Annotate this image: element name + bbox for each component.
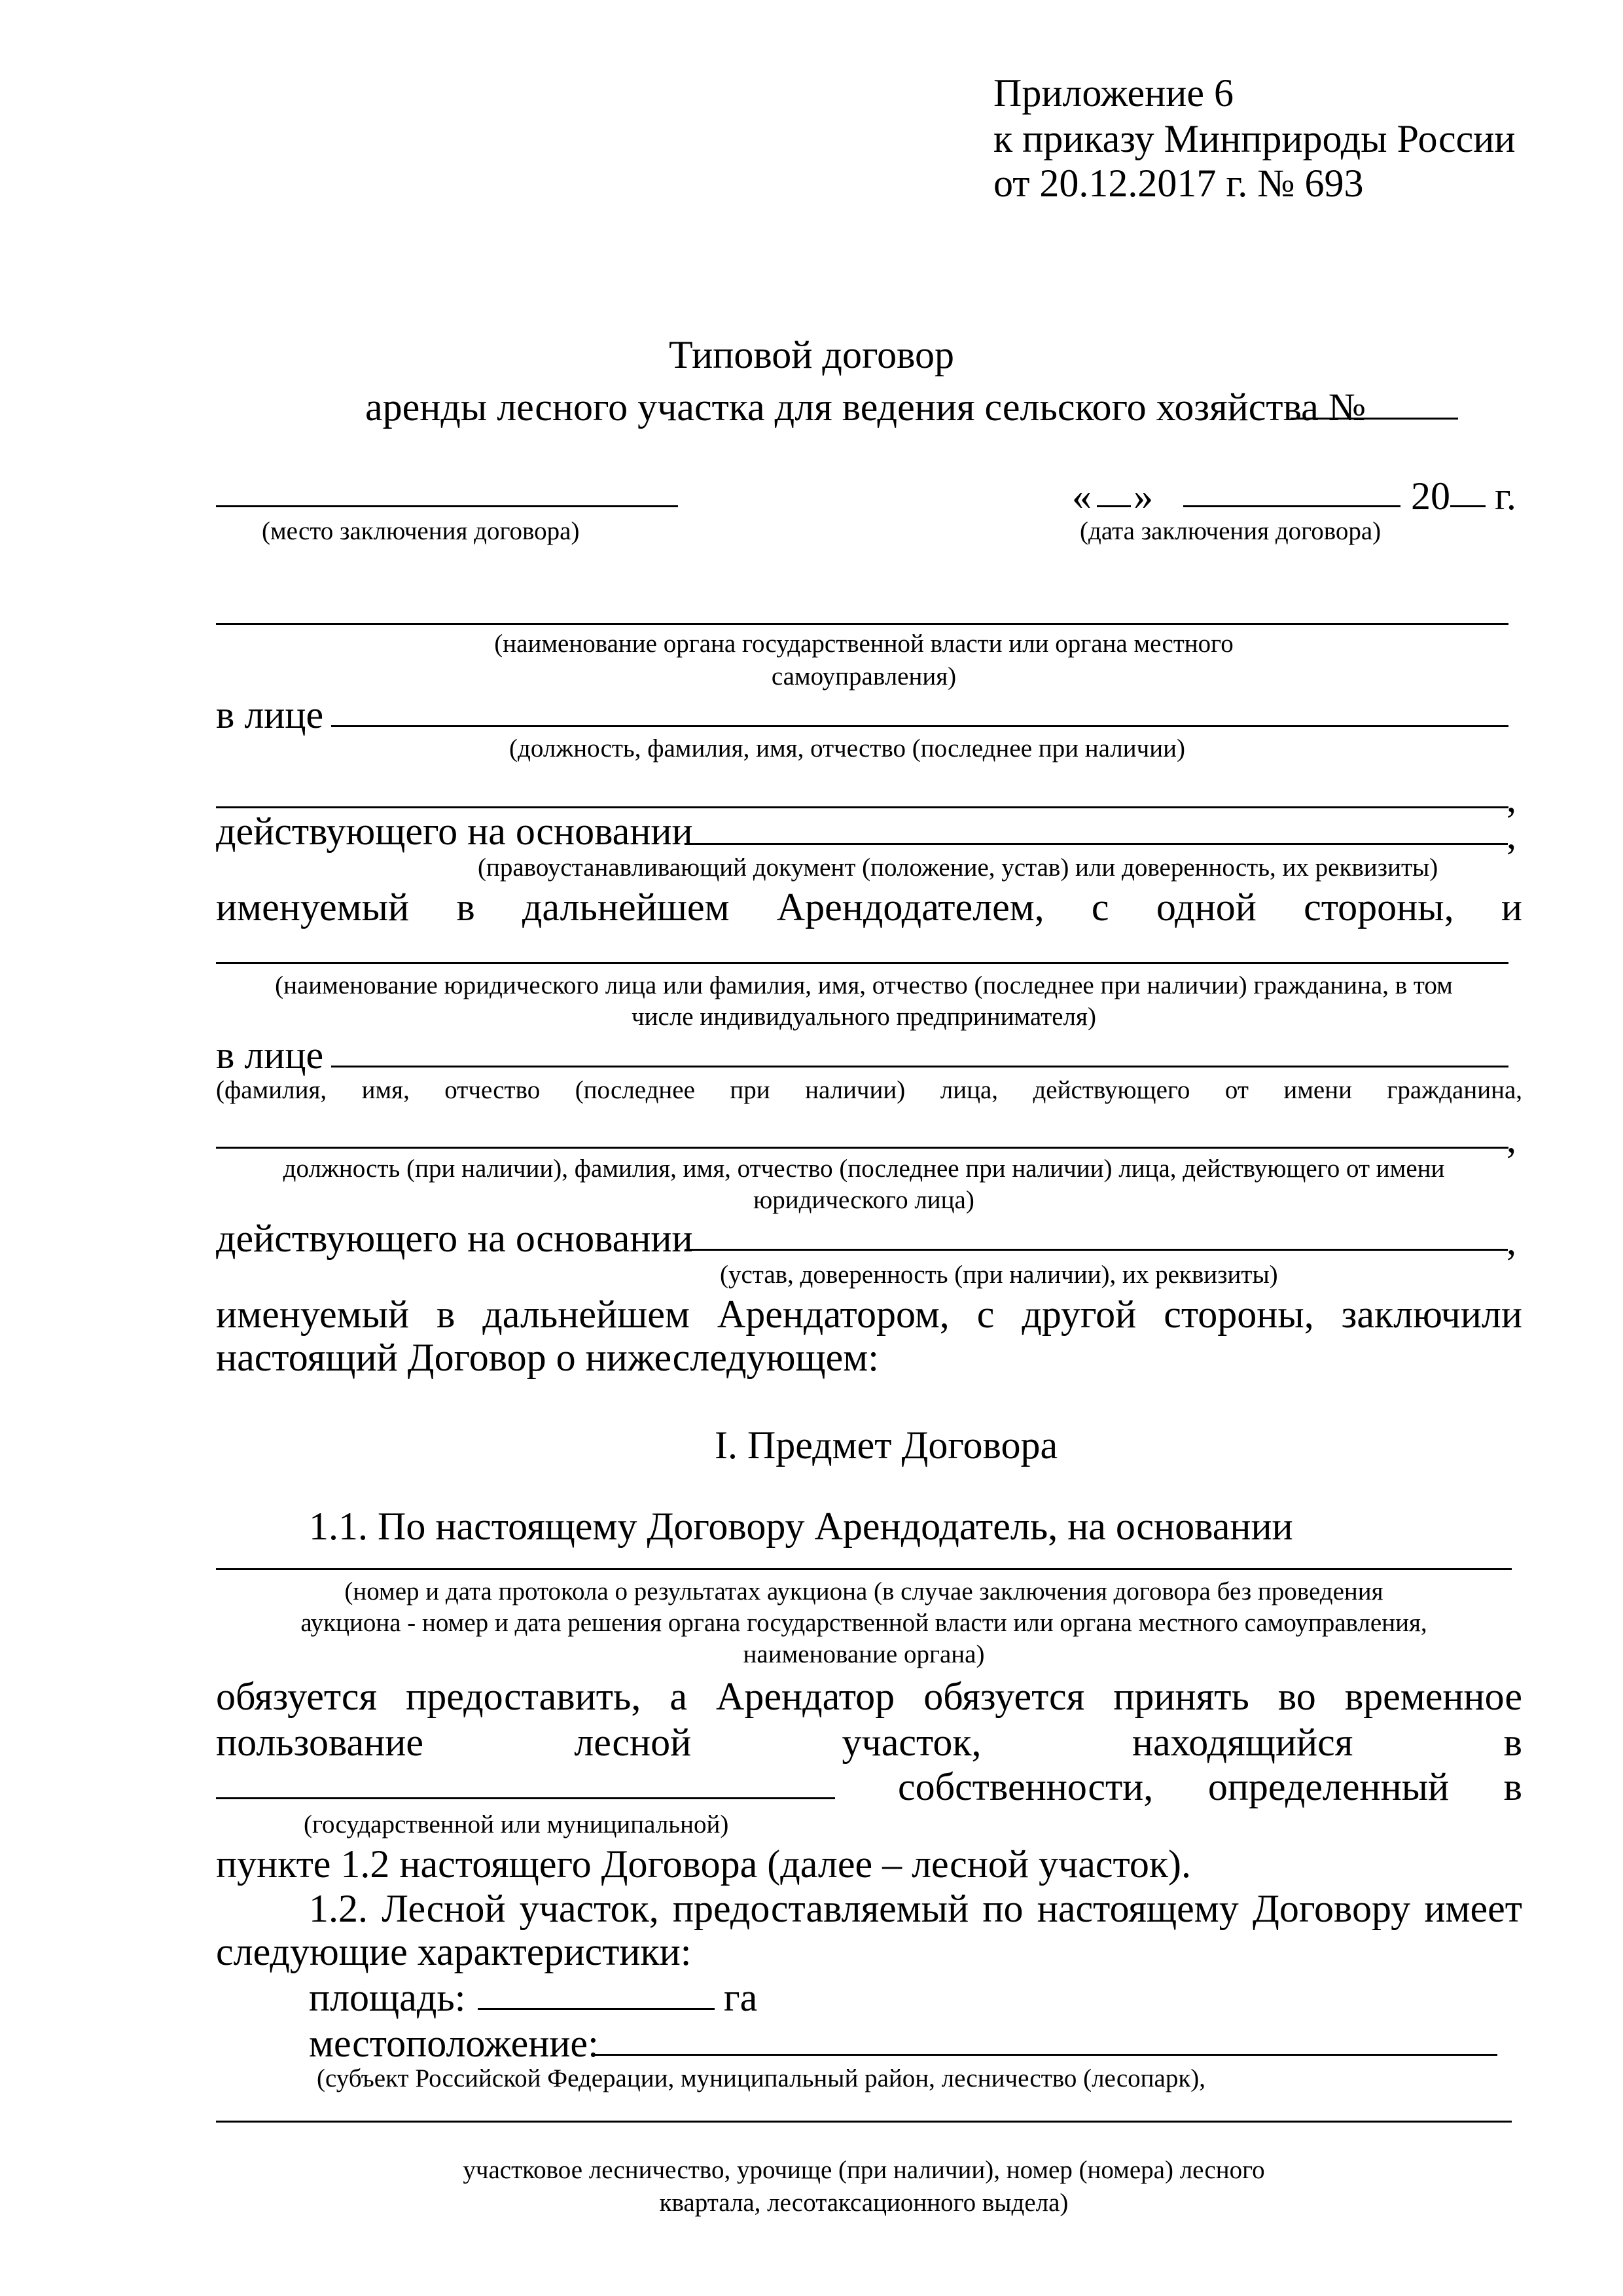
clause-1-1-caption-3: наименование органа) xyxy=(743,1640,985,1668)
lessor-representative-field-2[interactable] xyxy=(216,806,1508,808)
lessee-basis-caption: (устав, доверенность (при наличии), их реквизиты) xyxy=(720,1261,1278,1289)
word: настоящему xyxy=(1037,1887,1239,1930)
word: имеет xyxy=(1424,1887,1522,1930)
clause-1-1-line-4: пункте 1.2 настоящего Договора (далее – лесной участок). xyxy=(216,1842,1192,1886)
clause-1-1-intro: 1.1. По настоящему Договору Арендодатель, на основании xyxy=(309,1505,1293,1548)
word: (фамилия, xyxy=(216,1076,327,1104)
word: гражданина, xyxy=(1387,1076,1522,1104)
word: временное xyxy=(1344,1675,1522,1718)
word: 1.2. xyxy=(309,1887,368,1930)
word: обязуется xyxy=(923,1675,1085,1718)
word: отчество xyxy=(444,1076,541,1104)
word: определенный xyxy=(1207,1765,1450,1808)
contract-number-field[interactable] xyxy=(1291,418,1458,420)
word: от xyxy=(1224,1076,1249,1104)
place-field[interactable] xyxy=(216,505,678,507)
lessee-name-field[interactable] xyxy=(216,962,1508,964)
section-heading: I. Предмет Договора xyxy=(715,1424,1058,1467)
word: предоставляемый xyxy=(672,1887,969,1930)
word: находящийся xyxy=(1132,1721,1353,1764)
lessee-basis-field[interactable] xyxy=(685,1249,1508,1251)
word: а xyxy=(669,1675,688,1718)
word: и xyxy=(1501,886,1522,929)
clause-1-2-line-1 xyxy=(309,1889,1522,1928)
word: по xyxy=(982,1887,1024,1930)
word: во xyxy=(1277,1675,1316,1718)
word: в xyxy=(1503,1721,1522,1764)
lessee-caption-2: должность (при наличии), фамилия, имя, отчество (последнее при наличии) лица, действующего от имени xyxy=(283,1155,1445,1183)
word: участок, xyxy=(519,1887,659,1930)
ownership-caption: (государственной или муниципальной) xyxy=(304,1810,729,1839)
date-caption: (дата заключения договора) xyxy=(1080,517,1382,545)
lessee-acting-basis-label: действующего на основании xyxy=(216,1217,693,1260)
word: собственности, xyxy=(898,1765,1154,1808)
clause-1-1-line-1 xyxy=(216,1677,1522,1716)
lessor-representative-field[interactable] xyxy=(331,725,1508,727)
location-caption-3: квартала, лесотаксационного выдела) xyxy=(659,2189,1069,2217)
lessor-basis-field[interactable] xyxy=(685,843,1508,845)
word: дальнейшем xyxy=(522,886,730,929)
word: с xyxy=(976,1293,995,1336)
word: предоставить, xyxy=(406,1675,641,1718)
lessee-representative-field[interactable] xyxy=(331,1066,1508,1067)
lessor-named-line xyxy=(216,888,1522,927)
ownership-type-field[interactable] xyxy=(216,1797,835,1799)
word: обязуется xyxy=(216,1675,378,1718)
lessee-caption-3: юридического лица) xyxy=(753,1186,974,1214)
word: (последнее xyxy=(575,1076,695,1104)
word: лица, xyxy=(940,1076,998,1104)
quote-open: « xyxy=(1072,475,1092,518)
word: имя, xyxy=(361,1076,410,1104)
word: с xyxy=(1091,886,1109,929)
lessor-org-field[interactable] xyxy=(216,623,1508,625)
lessee-name-caption-1: (наименование юридического лица или фамилия, имя, отчество (последнее при наличии) гражданина, в том xyxy=(275,971,1453,999)
word: именуемый xyxy=(216,1293,410,1336)
word: действующего xyxy=(1033,1076,1190,1104)
word: дальнейшем xyxy=(482,1293,690,1336)
document-subtitle: аренды лесного участка для ведения сельского хозяйства № xyxy=(365,386,1366,429)
clause-1-1-line-2 xyxy=(216,1723,1522,1762)
area-field[interactable] xyxy=(478,2008,715,2010)
lessor-in-person-label: в лице xyxy=(216,693,324,736)
clause-1-1-caption-2: аукциона - номер и дата решения органа государственной власти или органа местного самоуправления, xyxy=(300,1609,1427,1637)
lessee-named-line-2: настоящий Договор о нижеследующем: xyxy=(216,1336,879,1379)
word: при xyxy=(730,1076,770,1104)
word: Арендатором, xyxy=(717,1293,950,1336)
quote-close: » xyxy=(1133,475,1153,518)
word: Договору xyxy=(1252,1887,1411,1930)
word: лесной xyxy=(574,1721,692,1764)
year-prefix: 20 xyxy=(1411,475,1450,518)
word: в xyxy=(1503,1765,1522,1808)
comma: , xyxy=(1507,777,1516,820)
month-field[interactable] xyxy=(1183,505,1400,507)
lessor-acting-basis-label: действующего на основании xyxy=(216,810,693,853)
place-caption: (место заключения договора) xyxy=(262,517,580,545)
lessee-person-caption xyxy=(216,1077,1522,1103)
word: Лесной xyxy=(382,1887,506,1930)
word: пользование xyxy=(216,1721,423,1764)
lessee-in-person-label: в лице xyxy=(216,1033,324,1077)
lessee-name-caption-2: числе индивидуального предпринимателя) xyxy=(632,1003,1096,1031)
word: стороны, xyxy=(1164,1293,1314,1336)
lessor-person-caption: (должность, фамилия, имя, отчество (последнее при наличии) xyxy=(509,734,1185,762)
year-suffix: г. xyxy=(1495,475,1516,518)
comma: , xyxy=(1507,814,1516,857)
appendix-title: Приложение 6 xyxy=(993,71,1234,115)
order-reference: к приказу Минприроды России xyxy=(993,117,1516,160)
comma: , xyxy=(1507,1219,1516,1263)
comma: , xyxy=(1507,1117,1516,1160)
word: участок, xyxy=(842,1721,982,1764)
location-field-2[interactable] xyxy=(216,2121,1512,2123)
word: заключили xyxy=(1341,1293,1522,1336)
word: Арендатор xyxy=(716,1675,895,1718)
clause-1-1-line-3 xyxy=(898,1767,1522,1806)
location-caption-1: (субъект Российской Федерации, муниципальный район, лесничество (лесопарк), xyxy=(317,2064,1206,2092)
word: в xyxy=(456,886,475,929)
word: в xyxy=(437,1293,455,1336)
year-field[interactable] xyxy=(1450,505,1486,507)
lessor-basis-caption: (правоустанавливающий документ (положение, устав) или доверенность, их реквизиты) xyxy=(478,853,1438,882)
clause-1-2-line-2: следующие характеристики: xyxy=(216,1930,692,1973)
word: именуемый xyxy=(216,886,410,929)
area-unit: га xyxy=(724,1976,758,2019)
location-label: местоположение: xyxy=(309,2022,599,2065)
word: наличии) xyxy=(805,1076,906,1104)
order-date: от 20.12.2017 г. № 693 xyxy=(993,162,1364,205)
lessee-named-line xyxy=(216,1295,1522,1334)
location-field[interactable] xyxy=(594,2054,1497,2056)
word: одной xyxy=(1156,886,1257,929)
area-label: площадь: xyxy=(309,1976,466,2019)
day-field[interactable] xyxy=(1097,505,1131,507)
word: стороны, xyxy=(1304,886,1454,929)
word: Арендодателем, xyxy=(776,886,1044,929)
word: другой xyxy=(1022,1293,1137,1336)
location-caption-2: участковое лесничество, урочище (при наличии), номер (номера) лесного xyxy=(463,2156,1265,2184)
auction-protocol-field[interactable] xyxy=(216,1568,1512,1570)
lessor-org-caption-2: самоуправления) xyxy=(771,662,957,691)
word: имени xyxy=(1283,1076,1352,1104)
lessee-representative-field-2[interactable] xyxy=(216,1147,1508,1149)
word: принять xyxy=(1113,1675,1249,1718)
document-title: Типовой договор xyxy=(669,333,954,376)
lessor-org-caption-1: (наименование органа государственной власти или органа местного xyxy=(494,630,1234,658)
clause-1-1-caption-1: (номер и дата протокола о результатах аукциона (в случае заключения договора без проведения xyxy=(344,1577,1383,1605)
